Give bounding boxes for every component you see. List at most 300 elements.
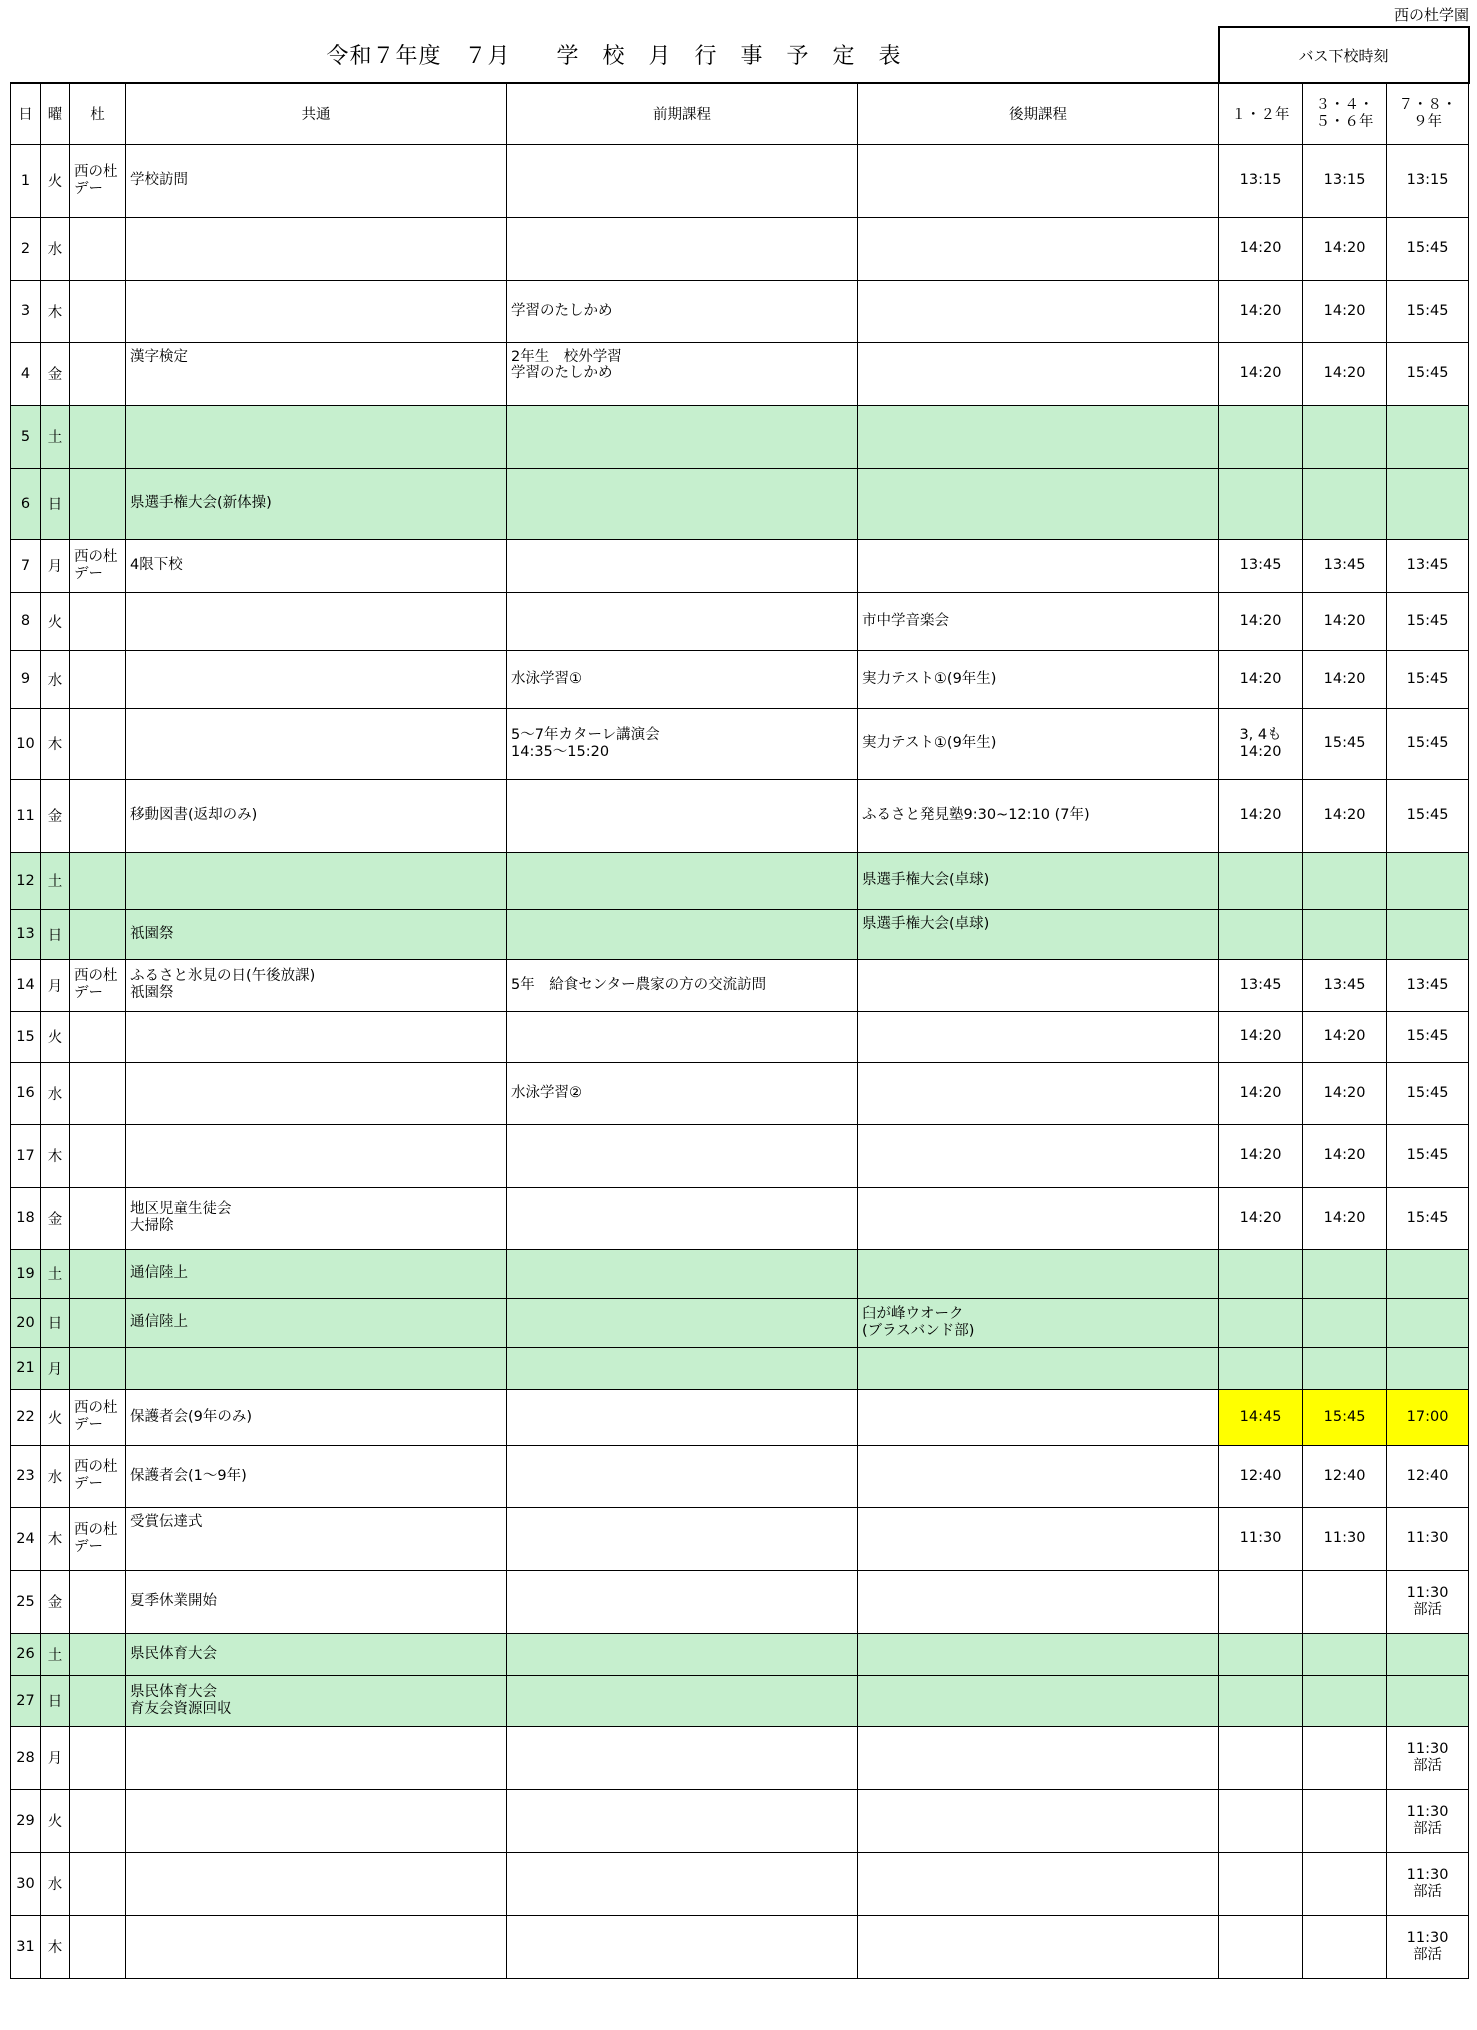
cell-common [126, 708, 507, 779]
cell-weekday: 月 [41, 1726, 70, 1789]
col-early: 前期課程 [507, 83, 858, 144]
cell-mori: 西の杜 デー [70, 1445, 126, 1507]
cell-bus-12 [1219, 468, 1303, 539]
cell-bus-3456: 14:20 [1303, 592, 1387, 650]
cell-weekday: 木 [41, 708, 70, 779]
cell-bus-3456: 14:20 [1303, 1062, 1387, 1124]
cell-bus-3456 [1303, 1852, 1387, 1915]
cell-early [507, 1347, 858, 1389]
table-row [11, 708, 1469, 779]
cell-weekday: 日 [41, 1675, 70, 1726]
cell-late: 実力テスト①(9年生) [858, 708, 1219, 779]
cell-bus-3456 [1303, 1298, 1387, 1347]
cell-early: 5年 給食センター農家の方の交流訪問 [507, 959, 858, 1011]
cell-bus-789: 11:30 部活 [1387, 1915, 1469, 1978]
cell-bus-3456 [1303, 1347, 1387, 1389]
cell-common [126, 280, 507, 342]
cell-late: 臼が峰ウオーク (ブラスバンド部) [858, 1298, 1219, 1347]
schedule-table [10, 26, 1470, 1979]
col-mori: 杜 [70, 83, 126, 144]
cell-common: 夏季休業開始 [126, 1570, 507, 1633]
cell-bus-3456: 13:15 [1303, 144, 1387, 217]
cell-weekday: 水 [41, 650, 70, 708]
cell-common [126, 650, 507, 708]
table-row [11, 1011, 1469, 1062]
cell-late: 実力テスト①(9年生) [858, 650, 1219, 708]
col-day: 日 [11, 83, 41, 144]
cell-day: 16 [11, 1062, 41, 1124]
cell-early [507, 468, 858, 539]
cell-bus-789: 15:45 [1387, 1011, 1469, 1062]
cell-bus-789 [1387, 405, 1469, 468]
cell-late: 県選手権大会(卓球) [858, 909, 1219, 959]
cell-common [126, 1011, 507, 1062]
cell-bus-3456 [1303, 1249, 1387, 1298]
cell-day: 14 [11, 959, 41, 1011]
cell-day: 27 [11, 1675, 41, 1726]
cell-bus-789 [1387, 1633, 1469, 1675]
cell-late [858, 1124, 1219, 1187]
table-row [11, 779, 1469, 852]
cell-late [858, 1852, 1219, 1915]
cell-early [507, 1570, 858, 1633]
cell-bus-3456: 14:20 [1303, 280, 1387, 342]
col-late: 後期課程 [858, 83, 1219, 144]
cell-bus-3456: 14:20 [1303, 650, 1387, 708]
cell-bus-3456 [1303, 1675, 1387, 1726]
cell-early [507, 1726, 858, 1789]
cell-mori [70, 217, 126, 280]
table-row [11, 909, 1469, 959]
cell-day: 12 [11, 852, 41, 909]
table-row [11, 1726, 1469, 1789]
cell-bus-789 [1387, 852, 1469, 909]
cell-common: 保護者会(1～9年) [126, 1445, 507, 1507]
cell-day: 13 [11, 909, 41, 959]
table-row [11, 1347, 1469, 1389]
cell-weekday: 土 [41, 1249, 70, 1298]
cell-bus-789: 15:45 [1387, 1124, 1469, 1187]
cell-mori [70, 342, 126, 405]
cell-early [507, 852, 858, 909]
cell-bus-12: 14:45 [1219, 1389, 1303, 1445]
cell-day: 18 [11, 1187, 41, 1249]
cell-bus-12 [1219, 1570, 1303, 1633]
table-row [11, 539, 1469, 592]
cell-bus-12: 13:45 [1219, 959, 1303, 1011]
cell-late [858, 1507, 1219, 1570]
cell-late [858, 1726, 1219, 1789]
table-row [11, 1124, 1469, 1187]
cell-common: ふるさと氷見の日(午後放課) 祇園祭 [126, 959, 507, 1011]
table-row [11, 1789, 1469, 1852]
cell-bus-12: 14:20 [1219, 1187, 1303, 1249]
cell-weekday: 水 [41, 217, 70, 280]
cell-early [507, 779, 858, 852]
bus-header: バス下校時刻 [1219, 27, 1469, 83]
cell-common [126, 592, 507, 650]
cell-bus-789: 15:45 [1387, 1187, 1469, 1249]
cell-day: 22 [11, 1389, 41, 1445]
cell-weekday: 火 [41, 1789, 70, 1852]
cell-bus-12: 3, 4も 14:20 [1219, 708, 1303, 779]
cell-bus-3456: 12:40 [1303, 1445, 1387, 1507]
cell-bus-3456 [1303, 1789, 1387, 1852]
cell-weekday: 土 [41, 1633, 70, 1675]
cell-late [858, 342, 1219, 405]
cell-common [126, 1347, 507, 1389]
cell-day: 7 [11, 539, 41, 592]
cell-bus-789 [1387, 909, 1469, 959]
cell-day: 1 [11, 144, 41, 217]
cell-bus-3456: 14:20 [1303, 1011, 1387, 1062]
cell-bus-12: 14:20 [1219, 592, 1303, 650]
cell-late [858, 1633, 1219, 1675]
cell-late [858, 1445, 1219, 1507]
cell-weekday: 金 [41, 1570, 70, 1633]
cell-mori [70, 650, 126, 708]
table-row [11, 1187, 1469, 1249]
cell-bus-12 [1219, 1249, 1303, 1298]
cell-mori: 西の杜 デー [70, 1389, 126, 1445]
cell-mori: 西の杜 デー [70, 959, 126, 1011]
cell-mori [70, 852, 126, 909]
cell-common: 受賞伝達式 [126, 1507, 507, 1570]
cell-bus-3456: 15:45 [1303, 708, 1387, 779]
table-row [11, 1389, 1469, 1445]
cell-mori [70, 1633, 126, 1675]
cell-weekday: 火 [41, 1389, 70, 1445]
cell-bus-12 [1219, 1789, 1303, 1852]
table-row [11, 1298, 1469, 1347]
cell-bus-789: 15:45 [1387, 280, 1469, 342]
cell-bus-12 [1219, 1347, 1303, 1389]
cell-mori [70, 1789, 126, 1852]
cell-bus-3456 [1303, 909, 1387, 959]
cell-weekday: 木 [41, 1507, 70, 1570]
cell-day: 11 [11, 779, 41, 852]
table-row [11, 852, 1469, 909]
cell-bus-12 [1219, 852, 1303, 909]
cell-bus-3456: 11:30 [1303, 1507, 1387, 1570]
cell-mori: 西の杜 デー [70, 1507, 126, 1570]
cell-common: 学校訪問 [126, 144, 507, 217]
cell-bus-3456: 14:20 [1303, 1124, 1387, 1187]
cell-bus-12: 12:40 [1219, 1445, 1303, 1507]
cell-early [507, 592, 858, 650]
cell-day: 17 [11, 1124, 41, 1187]
cell-mori [70, 1675, 126, 1726]
cell-late [858, 144, 1219, 217]
cell-early: 学習のたしかめ [507, 280, 858, 342]
col-bus-789: ７・８・ ９年 [1387, 83, 1469, 144]
cell-weekday: 水 [41, 1062, 70, 1124]
cell-bus-3456: 15:45 [1303, 1389, 1387, 1445]
cell-common: 4限下校 [126, 539, 507, 592]
cell-bus-12: 14:20 [1219, 779, 1303, 852]
cell-late [858, 539, 1219, 592]
cell-day: 30 [11, 1852, 41, 1915]
table-row [11, 1570, 1469, 1633]
cell-day: 28 [11, 1726, 41, 1789]
organization-name: 西の杜学園 [1393, 6, 1469, 24]
cell-early: 2年生 校外学習 学習のたしかめ [507, 342, 858, 405]
cell-mori [70, 1852, 126, 1915]
cell-late [858, 1915, 1219, 1978]
cell-late [858, 1347, 1219, 1389]
table-row [11, 1675, 1469, 1726]
cell-bus-789: 13:45 [1387, 539, 1469, 592]
cell-mori [70, 280, 126, 342]
cell-weekday: 土 [41, 405, 70, 468]
cell-common: 県民体育大会 育友会資源回収 [126, 1675, 507, 1726]
cell-bus-789: 17:00 [1387, 1389, 1469, 1445]
table-row [11, 1507, 1469, 1570]
table-row [11, 650, 1469, 708]
cell-weekday: 木 [41, 1124, 70, 1187]
cell-common: 移動図書(返却のみ) [126, 779, 507, 852]
table-row [11, 1445, 1469, 1507]
cell-bus-789: 11:30 部活 [1387, 1570, 1469, 1633]
cell-day: 5 [11, 405, 41, 468]
cell-bus-12 [1219, 1915, 1303, 1978]
cell-common [126, 852, 507, 909]
cell-mori [70, 405, 126, 468]
cell-bus-789: 15:45 [1387, 342, 1469, 405]
table-row [11, 217, 1469, 280]
cell-early [507, 1445, 858, 1507]
cell-bus-12: 13:15 [1219, 144, 1303, 217]
cell-mori [70, 1187, 126, 1249]
cell-bus-12 [1219, 405, 1303, 468]
cell-bus-3456 [1303, 852, 1387, 909]
cell-bus-789 [1387, 1249, 1469, 1298]
cell-early: 5～7年カターレ講演会 14:35～15:20 [507, 708, 858, 779]
table-row [11, 1852, 1469, 1915]
cell-common [126, 1915, 507, 1978]
cell-day: 25 [11, 1570, 41, 1633]
cell-early [507, 909, 858, 959]
cell-bus-789: 15:45 [1387, 779, 1469, 852]
cell-bus-12: 14:20 [1219, 280, 1303, 342]
cell-bus-789 [1387, 468, 1469, 539]
cell-late [858, 1570, 1219, 1633]
cell-bus-12 [1219, 1633, 1303, 1675]
cell-bus-3456 [1303, 1570, 1387, 1633]
page-title: 令和７年度 ７月 学 校 月 行 事 予 定 表 [11, 27, 1219, 83]
cell-late: 市中学音楽会 [858, 592, 1219, 650]
cell-late [858, 1389, 1219, 1445]
cell-late [858, 1789, 1219, 1852]
cell-weekday: 火 [41, 144, 70, 217]
cell-bus-12: 14:20 [1219, 650, 1303, 708]
cell-early [507, 1124, 858, 1187]
cell-weekday: 月 [41, 959, 70, 1011]
cell-weekday: 土 [41, 852, 70, 909]
cell-bus-789 [1387, 1675, 1469, 1726]
cell-weekday: 金 [41, 1187, 70, 1249]
cell-early [507, 1389, 858, 1445]
table-row [11, 1062, 1469, 1124]
cell-common: 祇園祭 [126, 909, 507, 959]
cell-weekday: 日 [41, 909, 70, 959]
cell-bus-789: 15:45 [1387, 650, 1469, 708]
table-row [11, 342, 1469, 405]
cell-bus-12 [1219, 1298, 1303, 1347]
cell-early [507, 405, 858, 468]
cell-weekday: 木 [41, 1915, 70, 1978]
cell-common [126, 217, 507, 280]
cell-common [126, 1062, 507, 1124]
table-row [11, 144, 1469, 217]
cell-early [507, 144, 858, 217]
cell-mori [70, 708, 126, 779]
cell-weekday: 月 [41, 539, 70, 592]
cell-early [507, 1789, 858, 1852]
cell-bus-789: 15:45 [1387, 1062, 1469, 1124]
table-row [11, 468, 1469, 539]
cell-day: 4 [11, 342, 41, 405]
cell-bus-789: 11:30 部活 [1387, 1789, 1469, 1852]
table-row [11, 1249, 1469, 1298]
cell-day: 21 [11, 1347, 41, 1389]
table-row [11, 592, 1469, 650]
cell-day: 9 [11, 650, 41, 708]
cell-bus-12 [1219, 909, 1303, 959]
cell-mori [70, 779, 126, 852]
cell-bus-3456 [1303, 468, 1387, 539]
cell-weekday: 日 [41, 468, 70, 539]
cell-common: 保護者会(9年のみ) [126, 1389, 507, 1445]
cell-late [858, 217, 1219, 280]
cell-common: 県民体育大会 [126, 1633, 507, 1675]
cell-bus-12 [1219, 1675, 1303, 1726]
cell-bus-12: 11:30 [1219, 1507, 1303, 1570]
cell-late [858, 280, 1219, 342]
cell-mori [70, 1062, 126, 1124]
cell-common [126, 1124, 507, 1187]
cell-bus-3456 [1303, 1915, 1387, 1978]
cell-bus-789: 12:40 [1387, 1445, 1469, 1507]
cell-mori [70, 1249, 126, 1298]
cell-weekday: 金 [41, 779, 70, 852]
cell-bus-789: 13:45 [1387, 959, 1469, 1011]
cell-bus-3456: 14:20 [1303, 217, 1387, 280]
cell-early [507, 1852, 858, 1915]
cell-bus-789: 13:15 [1387, 144, 1469, 217]
cell-common: 通信陸上 [126, 1298, 507, 1347]
cell-bus-789: 11:30 部活 [1387, 1726, 1469, 1789]
cell-bus-3456: 13:45 [1303, 539, 1387, 592]
cell-mori [70, 1570, 126, 1633]
cell-day: 31 [11, 1915, 41, 1978]
table-row [11, 280, 1469, 342]
cell-weekday: 火 [41, 592, 70, 650]
cell-day: 6 [11, 468, 41, 539]
cell-late: 県選手権大会(卓球) [858, 852, 1219, 909]
cell-day: 19 [11, 1249, 41, 1298]
table-row [11, 1633, 1469, 1675]
cell-mori [70, 1124, 126, 1187]
cell-common [126, 405, 507, 468]
cell-weekday: 日 [41, 1298, 70, 1347]
cell-day: 3 [11, 280, 41, 342]
cell-common: 通信陸上 [126, 1249, 507, 1298]
cell-bus-789 [1387, 1347, 1469, 1389]
cell-early [507, 1249, 858, 1298]
table-row [11, 959, 1469, 1011]
cell-late [858, 1011, 1219, 1062]
cell-early [507, 1675, 858, 1726]
cell-bus-789: 11:30 [1387, 1507, 1469, 1570]
cell-early [507, 1507, 858, 1570]
cell-late [858, 405, 1219, 468]
cell-mori [70, 592, 126, 650]
cell-early [507, 539, 858, 592]
column-header-row [11, 83, 1469, 144]
cell-early: 水泳学習② [507, 1062, 858, 1124]
cell-common: 県選手権大会(新体操) [126, 468, 507, 539]
cell-common: 漢字検定 [126, 342, 507, 405]
col-bus-12: １・２年 [1219, 83, 1303, 144]
cell-weekday: 水 [41, 1445, 70, 1507]
cell-early [507, 217, 858, 280]
cell-mori [70, 1298, 126, 1347]
cell-early [507, 1011, 858, 1062]
cell-common [126, 1852, 507, 1915]
cell-day: 23 [11, 1445, 41, 1507]
table-row [11, 405, 1469, 468]
cell-weekday: 木 [41, 280, 70, 342]
cell-day: 15 [11, 1011, 41, 1062]
cell-late [858, 959, 1219, 1011]
cell-bus-12: 14:20 [1219, 1124, 1303, 1187]
cell-day: 10 [11, 708, 41, 779]
cell-late [858, 468, 1219, 539]
cell-bus-12 [1219, 1726, 1303, 1789]
cell-early [507, 1915, 858, 1978]
cell-early [507, 1633, 858, 1675]
cell-day: 29 [11, 1789, 41, 1852]
cell-late [858, 1062, 1219, 1124]
cell-day: 8 [11, 592, 41, 650]
cell-late [858, 1249, 1219, 1298]
cell-day: 2 [11, 217, 41, 280]
cell-late [858, 1187, 1219, 1249]
cell-bus-3456: 14:20 [1303, 1187, 1387, 1249]
cell-mori [70, 1726, 126, 1789]
cell-late [858, 1675, 1219, 1726]
cell-mori [70, 909, 126, 959]
cell-weekday: 金 [41, 342, 70, 405]
cell-bus-789: 15:45 [1387, 708, 1469, 779]
cell-bus-789: 15:45 [1387, 592, 1469, 650]
cell-bus-789: 15:45 [1387, 217, 1469, 280]
col-common: 共通 [126, 83, 507, 144]
cell-common: 地区児童生徒会 大掃除 [126, 1187, 507, 1249]
cell-mori [70, 1347, 126, 1389]
cell-bus-3456: 13:45 [1303, 959, 1387, 1011]
cell-bus-3456 [1303, 1633, 1387, 1675]
cell-day: 20 [11, 1298, 41, 1347]
cell-bus-12: 14:20 [1219, 1062, 1303, 1124]
cell-bus-12: 14:20 [1219, 342, 1303, 405]
cell-bus-789 [1387, 1298, 1469, 1347]
cell-mori: 西の杜 デー [70, 144, 126, 217]
cell-mori [70, 1915, 126, 1978]
cell-common [126, 1726, 507, 1789]
col-bus-3456: ３・４・ ５・６年 [1303, 83, 1387, 144]
